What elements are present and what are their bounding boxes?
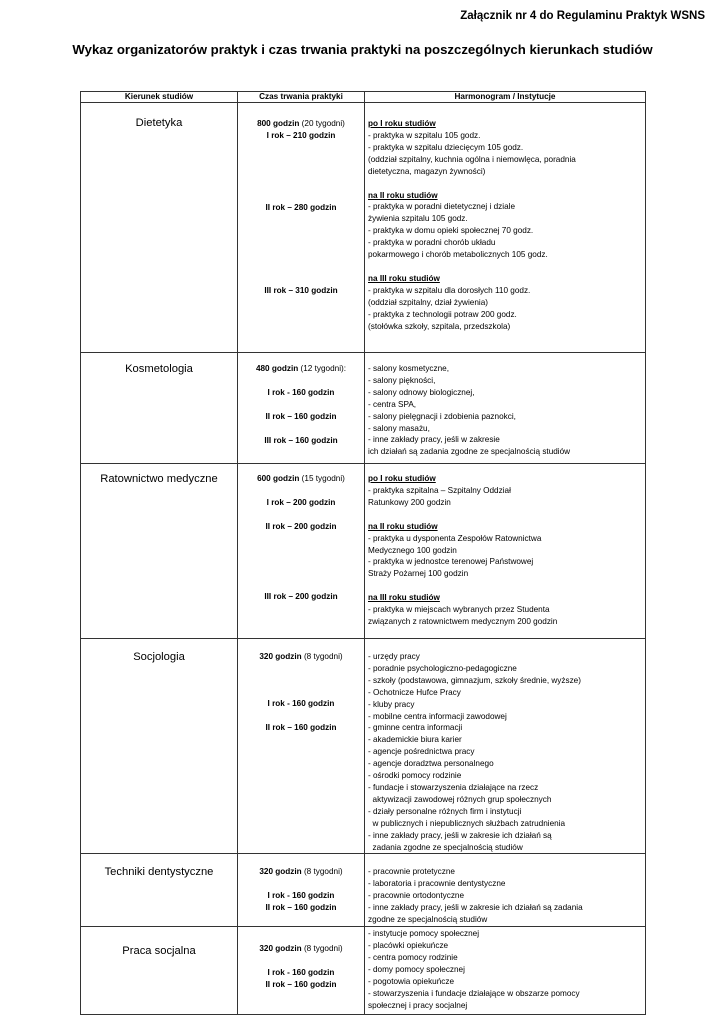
table-row (81, 353, 646, 464)
schedule-line: - laboratoria i pracownie dentystyczne (368, 879, 506, 889)
schedule-cell (365, 639, 646, 854)
schedule-line: związanych z ratownictwem medycznym 200 godzin (368, 617, 558, 627)
duration-year: I rok - 160 godzin (267, 891, 335, 901)
duration-year: I rok – 200 godzin (266, 498, 336, 507)
schedule-line: - ośrodki pomocy rodzinie (368, 771, 462, 781)
schedule-line: - praktyka w szpitalu 105 godz. (368, 130, 481, 140)
schedule-line: - inne zakłady pracy, jeśli w zakresie ich działań są (368, 830, 552, 840)
table-row (81, 464, 646, 639)
col-header-duration: Czas trwania praktyki (238, 92, 365, 103)
schedule-cell (365, 927, 646, 1015)
schedule-line: dietetyczna, magazyn żywności) (368, 166, 486, 176)
duration-year: II rok – 160 godzin (265, 903, 337, 913)
duration-year: III rok – 200 godzin (264, 592, 338, 601)
section-header: po I roku studiów (368, 119, 436, 128)
schedule-line: - praktyka w miejscach wybranych przez Studenta (368, 605, 550, 615)
schedule-line: - działy personalne różnych firm i instytucji (368, 806, 522, 816)
schedule-line: - praktyka w jednostce terenowej Państwowej (368, 557, 534, 567)
schedule-line: - gminne centra informacji (368, 723, 463, 733)
duration-total: 480 godzin (12 tygodni): (255, 364, 347, 373)
field-name: Praca socjalna (122, 945, 196, 958)
table-row (81, 103, 646, 353)
schedule-line: (oddział szpitalny, kuchnia ogólna i niemowlęca, poradnia (368, 154, 576, 164)
duration-year: III rok – 160 godzin (264, 436, 338, 445)
schedule-list (365, 854, 645, 926)
duration-total: 320 godzin (8 tygodni) (259, 652, 343, 661)
schedule-line: Medycznego 100 godzin (368, 545, 457, 555)
internship-table (80, 91, 646, 1015)
schedule-line: Ratunkowy 200 godzin (368, 497, 451, 507)
section-header: na II roku studiów (368, 521, 438, 531)
table-row (81, 854, 646, 927)
schedule-line: - poradnie psychologiczno-pedagogiczne (368, 663, 517, 673)
schedule-line: w publicznych i niepublicznych służbach zatrudnienia (368, 818, 566, 828)
duration-year: I rok - 160 godzin (267, 699, 335, 708)
field-name-cell (81, 353, 238, 464)
duration-year: II rok – 160 godzin (265, 723, 337, 732)
duration-year: II rok – 160 godzin (265, 412, 337, 421)
schedule-list (365, 353, 645, 458)
duration-year: I rok – 210 godzin (266, 131, 336, 140)
field-name: Techniki dentystyczne (104, 866, 214, 879)
schedule-line: - Ochotnicze Hufce Pracy (368, 687, 461, 697)
schedule-line: zadania zgodne ze specjalnością studiów (368, 842, 523, 852)
duration-year: I rok - 160 godzin (267, 388, 335, 397)
schedule-line: - instytucje pomocy społecznej (368, 929, 480, 939)
schedule-line: żywienia szpitalu 105 godz. (368, 214, 468, 224)
field-name-cell (81, 464, 238, 639)
duration-cell (238, 353, 365, 464)
duration-total: 320 godzin (8 tygodni) (259, 944, 343, 954)
schedule-line: - salony pielęgnacji i zdobienia paznokci, (368, 411, 516, 421)
schedule-line: - akademickie biura karier (368, 735, 462, 745)
schedule-line: - fundacje i stowarzyszenia działające na rzecz (368, 782, 539, 792)
schedule-line: - centra SPA, (368, 399, 417, 409)
field-name-cell (81, 639, 238, 854)
schedule-list (365, 464, 645, 628)
section-header: na III roku studiów (368, 273, 440, 283)
field-name: Socjologia (133, 651, 185, 663)
schedule-line: - salony piękności, (368, 375, 436, 385)
section-header: po I roku studiów (368, 474, 436, 483)
schedule-line: - placówki opiekuńcze (368, 941, 449, 951)
schedule-line: - pracownie ortodontyczne (368, 891, 465, 901)
table-header-row (81, 92, 646, 103)
duration-total: 800 godzin (20 tygodni) (257, 119, 345, 128)
schedule-line: - stowarzyszenia i fundacje działające w obszarze pomocy (368, 988, 580, 998)
field-name-cell (81, 854, 238, 927)
schedule-line: - salony odnowy biologicznej, (368, 387, 475, 397)
schedule-line: - szkoły (podstawowa, gimnazjum, szkoły średnie, wyższe) (368, 675, 581, 685)
field-name: Kosmetologia (125, 363, 193, 375)
schedule-line: - pracownie protetyczne (368, 867, 455, 877)
duration-cell (238, 927, 365, 1015)
schedule-line: - praktyka w szpitalu dla dorosłych 110 godz. (368, 285, 531, 295)
section-header: na II roku studiów (368, 190, 438, 200)
field-name: Ratownictwo medyczne (100, 473, 218, 485)
schedule-cell (365, 353, 646, 464)
schedule-list (365, 103, 645, 333)
duration-year: I rok - 160 godzin (267, 968, 335, 978)
schedule-line: - inne zakłady pracy, jeśli w zakresie (368, 435, 500, 445)
schedule-line: - agencje pośrednictwa pracy (368, 747, 475, 757)
schedule-cell (365, 854, 646, 927)
schedule-line: (oddział szpitalny, dział żywienia) (368, 297, 488, 307)
duration-year: III rok – 310 godzin (264, 286, 338, 295)
schedule-line: - mobilne centra informacji zawodowej (368, 711, 507, 721)
schedule-line: - agencje doradztwa personalnego (368, 759, 494, 769)
table-row (81, 927, 646, 1015)
schedule-line: - pogotowia opiekuńcze (368, 977, 455, 987)
section-header: na III roku studiów (368, 593, 440, 603)
duration-cell (238, 103, 365, 353)
col-header-schedule: Harmonogram / Instytucje (365, 92, 646, 103)
duration-year: II rok – 200 godzin (265, 522, 337, 531)
duration-cell (238, 464, 365, 639)
schedule-cell (365, 103, 646, 353)
schedule-line: - centra pomocy rodzinie (368, 953, 458, 963)
schedule-line: - praktyka szpitalna – Szpitalny Oddział (368, 485, 511, 495)
field-name-cell (81, 927, 238, 1015)
duration-total: 320 godzin (8 tygodni) (259, 867, 343, 877)
schedule-line: - salony masażu, (368, 423, 430, 433)
schedule-line: społecznej i pracy socjalnej (368, 1000, 468, 1010)
duration-cell (238, 854, 365, 927)
schedule-line: - praktyka w poradni dietetycznej i dziale (368, 202, 515, 212)
schedule-line: - praktyka w szpitalu dziecięcym 105 godz. (368, 142, 524, 152)
attachment-label: Załącznik nr 4 do Regulaminu Praktyk WSNS (460, 10, 705, 22)
schedule-line: Straży Pożarnej 100 godzin (368, 569, 469, 579)
schedule-cell (365, 464, 646, 639)
schedule-list (365, 927, 645, 1011)
table-row (81, 639, 646, 854)
schedule-line: zgodne ze specjalnością studiów (368, 915, 488, 925)
schedule-line: ich działań są zadania zgodne ze specjalnością studiów (368, 447, 571, 457)
schedule-list (365, 639, 645, 853)
field-name-cell (81, 103, 238, 353)
field-name: Dietetyka (135, 117, 183, 129)
duration-year: II rok – 160 godzin (265, 980, 337, 990)
schedule-line: - salony kosmetyczne, (368, 364, 449, 373)
schedule-line: (stołówka szkoły, szpitala, przedszkola) (368, 321, 511, 331)
duration-year: II rok – 280 godzin (265, 203, 337, 212)
schedule-line: - praktyka z technologii potraw 200 godz. (368, 309, 517, 319)
col-header-field: Kierunek studiów (81, 92, 238, 103)
document-title: Wykaz organizatorów praktyk i czas trwania praktyki na poszczególnych kierunkach studiów (72, 42, 653, 57)
schedule-line: - inne zakłady pracy, jeśli w zakresie ich działań są zadania (368, 903, 583, 913)
schedule-line: - praktyka w domu opieki społecznej 70 godz. (368, 226, 534, 236)
schedule-line: - praktyka w poradni chorób układu (368, 238, 496, 248)
schedule-line: aktywizacji zawodowej różnych grup społecznych (368, 794, 552, 804)
schedule-line: - urzędy pracy (368, 652, 420, 661)
schedule-line: - praktyka u dysponenta Zespołów Ratownictwa (368, 533, 542, 543)
schedule-line: - kluby pracy (368, 699, 415, 709)
schedule-line: - domy pomocy społecznej (368, 965, 465, 975)
duration-total: 600 godzin (15 tygodni) (257, 474, 345, 483)
schedule-line: pokarmowego i chorób metabolicznych 105 godz. (368, 250, 548, 260)
duration-cell (238, 639, 365, 854)
